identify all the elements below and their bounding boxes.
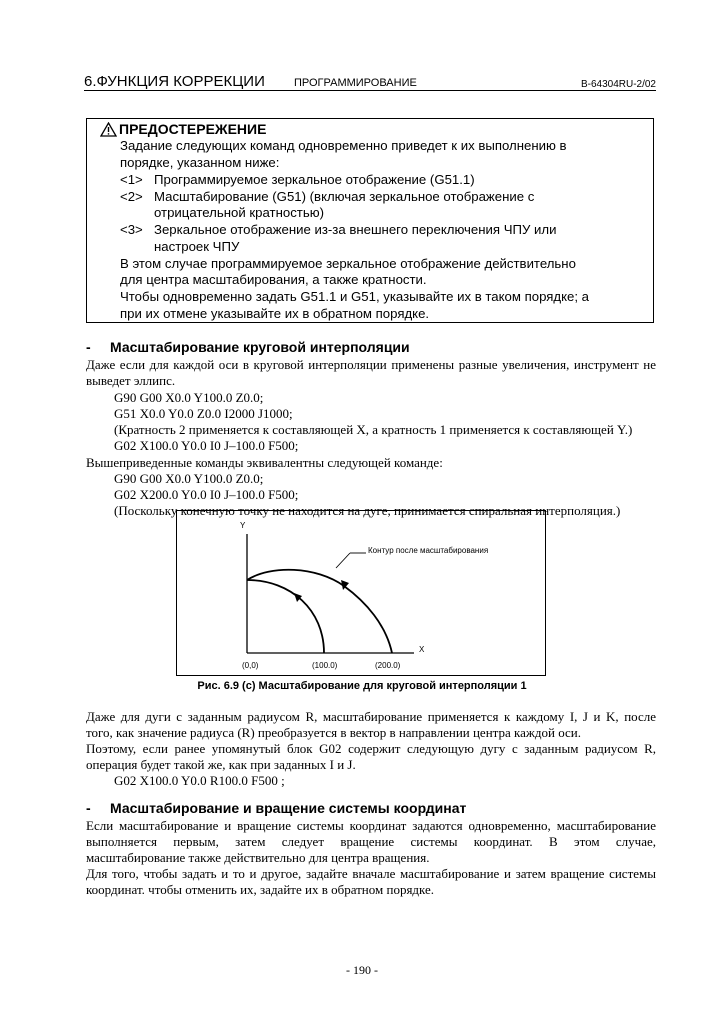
caution-line: для центра масштабирования, а также кратности.	[120, 272, 427, 287]
document-code: B-64304RU-2/02	[580, 79, 656, 90]
body-line: Вышеприведенные команды эквивалентны следующей команде:	[86, 455, 443, 470]
body-line: того, как значение радиуса (R) преобразуется в вектор в направлении центра каждой оси.	[86, 725, 582, 740]
section-heading	[86, 339, 410, 355]
code-line: G02 X100.0 Y0.0 I0 J–100.0 F500;	[114, 438, 299, 453]
page-number: - 190 -	[346, 963, 378, 977]
section-bullet: -	[86, 800, 91, 816]
arc-arrow	[294, 593, 302, 602]
caution-line: Чтобы одновременно задать G51.1 и G51, указывайте их в таком порядке; а	[120, 289, 589, 304]
contour-label: Контур после масштабирования	[368, 546, 489, 555]
section-heading-text: Масштабирование и вращение системы координат	[110, 800, 467, 816]
body-line: операция будет такой же, как при заданных I и J.	[86, 757, 356, 772]
y-axis-label: Y	[240, 521, 246, 530]
body-line: координат. чтобы отменить их, задайте их в обратном порядке.	[86, 882, 435, 897]
leader-line	[336, 553, 350, 568]
caution-line: порядке, указанном ниже:	[120, 155, 280, 170]
section-bullet: -	[86, 339, 91, 355]
body-line: Если масштабирование и вращение системы координат задаются одновременно, масштабирование	[86, 818, 656, 833]
body-line: Даже если для каждой оси в круговой интерполяции применены разные увеличения, инструмент не	[86, 357, 656, 372]
tick-label: (100.0)	[312, 661, 338, 670]
caution-item-text: отрицательной кратностью)	[154, 205, 324, 220]
code-line: (Кратность 2 применяется к составляющей X, а кратность 1 применяется к составляющей Y.)	[114, 422, 633, 437]
caution-title	[100, 121, 266, 137]
figure-caption: Рис. 6.9 (c) Масштабирование для круговой интерполяции 1	[197, 680, 527, 692]
code-line: G51 X0.0 Y0.0 Z0.0 I2000 J1000;	[114, 406, 293, 421]
caution-item-text: Программируемое зеркальное отображение (G51.1)	[154, 172, 475, 187]
warning-triangle-icon	[100, 122, 117, 137]
section-heading-text: Масштабирование круговой интерполяции	[110, 339, 410, 355]
chapter-title: 6.ФУНКЦИЯ КОРРЕКЦИИ	[84, 73, 265, 90]
caution-item-text: Зеркальное отображение из-за внешнего переключения ЧПУ или	[154, 222, 557, 237]
code-line: G02 X200.0 Y0.0 I0 J–100.0 F500;	[114, 487, 299, 502]
body-line: Поэтому, если ранее упомянутый блок G02 содержит следующую дугу с заданным радиусом R,	[86, 741, 656, 756]
tick-label: (0,0)	[242, 661, 259, 670]
tick-label: (200.0)	[375, 661, 401, 670]
body-line: масштабирование также действительно для центра вращения.	[86, 850, 430, 865]
body-line: выведет эллипс.	[86, 373, 176, 388]
caution-line: В этом случае программируемое зеркальное отображение действительно	[120, 256, 576, 271]
caution-item-text: настроек ЧПУ	[154, 239, 240, 254]
body-line: Даже для дуги с заданным радиусом R, масштабирование применяется к каждому I, J и K, после	[86, 709, 656, 724]
x-axis-label: X	[419, 645, 425, 654]
caution-line: при их отмене указывайте их в обратном порядке.	[120, 306, 430, 321]
caution-item-number: <2>	[120, 189, 143, 204]
caution-title-text: ПРЕДОСТЕРЕЖЕНИЕ	[119, 121, 267, 137]
caution-line: Задание следующих команд одновременно приведет к их выполнению в	[120, 138, 567, 153]
code-line: G02 X100.0 Y0.0 R100.0 F500 ;	[114, 773, 285, 788]
original-arc	[247, 580, 324, 653]
body-line: выполняется первым, затем следует вращение системы координат. В этом случае,	[86, 834, 656, 849]
body-line: Для того, чтобы задать и то и другое, задайте вначале масштабирование и затем вращение системы	[86, 866, 656, 881]
section-heading	[86, 800, 466, 816]
caution-item-number: <3>	[120, 222, 143, 237]
caution-item-number: <1>	[120, 172, 143, 187]
figure-diagram	[176, 510, 546, 676]
code-line: G90 G00 X0.0 Y100.0 Z0.0;	[114, 390, 264, 405]
section-title: ПРОГРАММИРОВАНИЕ	[294, 77, 417, 89]
header-rule	[84, 90, 656, 91]
caution-item-text: Масштабирование (G51) (включая зеркальное отображение с	[154, 189, 535, 204]
code-line: (Поскольку конечную точку не находится на дуге, принимается спиральная интерполяция.)	[114, 503, 621, 518]
code-line: G90 G00 X0.0 Y100.0 Z0.0;	[114, 471, 264, 486]
